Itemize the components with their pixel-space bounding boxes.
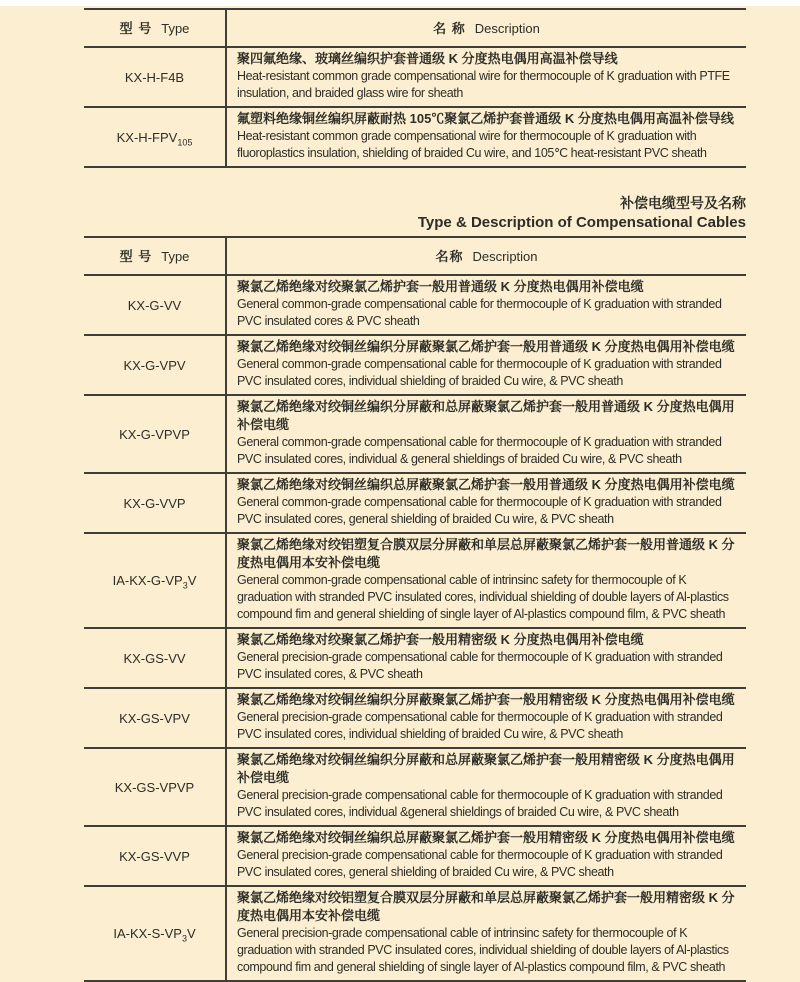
cable-type-code: KX-GS-VPVP — [84, 748, 226, 826]
description-english: Heat-resistant common grade compensational wire for thermocouple of K graduation with PTFE insulation, and braided glass wire for sheath — [237, 69, 730, 100]
description-chinese: 聚氯乙烯绝缘对绞铜丝编织分屏蔽和总屏蔽聚氯乙烯护套一般用普通级 K 分度热电偶用补偿电缆 — [237, 399, 735, 432]
description-english: General precision-grade compensational cable for thermocouple of K graduation with stranded PVC insulated cores, individual shielding of braided Cu wire, & PVC sheath — [237, 710, 723, 741]
header-description-en: Description — [474, 21, 540, 36]
description-english: General precision-grade compensational cable for thermocouple of K graduation with stranded PVC insulated cores, general shielding of braided Cu wire, & PVC sheath — [237, 848, 723, 879]
table-row — [84, 395, 746, 473]
cable-description — [226, 533, 746, 628]
cable-description — [226, 826, 746, 886]
description-english: General precision-grade compensational cable for thermocouple of K graduation with stranded PVC insulated cores, & PVC sheath — [237, 650, 723, 681]
wire-type-table — [84, 8, 746, 168]
cable-type-table — [84, 236, 746, 982]
cable-type-code: $KX-H-FPV_{105}$ — [84, 107, 226, 167]
header-type-en: Type — [161, 21, 190, 36]
cable-type-code: KX-GS-VV — [84, 628, 226, 688]
cable-type-code: KX-H-F4B — [84, 47, 226, 107]
description-english: General precision-grade compensational cable of intrinsinc safety for thermocouple of K graduation with stranded PVC insulated cores, individual shielding of double layers of Al-plastics compound fim and general shielding of single layer of Al-plastics compound film, & PVC sheath — [237, 926, 729, 974]
description-chinese: 聚氯乙烯绝缘对绞聚氯乙烯护套一般用普通级 K 分度热电偶用补偿电缆 — [237, 279, 644, 294]
description-chinese: 聚氯乙烯绝缘对绞铝塑复合膜双层分屏蔽和单层总屏蔽聚氯乙烯护套一般用普通级 K 分度热电偶用本安补偿电缆 — [237, 537, 735, 570]
table-row — [84, 748, 746, 826]
header-description — [226, 9, 746, 47]
wire-table-body — [84, 47, 746, 167]
cable-description — [226, 275, 746, 335]
description-english: Heat-resistant common grade compensational wire for thermocouple of K graduation with fluoroplastics insulation, shielding of braided Cu wire, and 105℃ heat-resistant PVC sheath — [237, 129, 707, 160]
top-white-strip — [0, 0, 800, 6]
description-chinese: 聚氯乙烯绝缘对绞铜丝编织总屏蔽聚氯乙烯护套一般用精密级 K 分度热电偶用补偿电缆 — [237, 830, 735, 845]
description-chinese: 聚氯乙烯绝缘对绞聚氯乙烯护套一般用精密级 K 分度热电偶用补偿电缆 — [237, 632, 644, 647]
cable-table-header — [84, 237, 746, 275]
cable-description — [226, 107, 746, 167]
cable-description — [226, 473, 746, 533]
cable-description — [226, 335, 746, 395]
header-type — [84, 9, 226, 47]
description-english: General common-grade compensational cable for thermocouple of K graduation with stranded PVC insulated cores, general shielding of braided Cu wire, & PVC sheath — [237, 495, 722, 526]
description-chinese: 聚四氟绝缘、玻璃丝编织护套普通级 K 分度热电偶用高温补偿导线 — [237, 51, 618, 66]
cable-type-code: KX-G-VV — [84, 275, 226, 335]
description-english: General precision-grade compensational cable for thermocouple of K graduation with stranded PVC insulated cores, individual &general shieldings of braided Cu wire, & PVC sheath — [237, 788, 723, 819]
header-type-cn: 型 号 — [119, 21, 153, 36]
description-chinese: 聚氯乙烯绝缘对绞铜丝编织分屏蔽和总屏蔽聚氯乙烯护套一般用精密级 K 分度热电偶用补偿电缆 — [237, 752, 735, 785]
table-row — [84, 886, 746, 981]
header-description-cn: 名 称 — [433, 21, 466, 36]
cable-type-code: KX-G-VVP — [84, 473, 226, 533]
cable-type-code: KX-G-VPVP — [84, 395, 226, 473]
table-row — [84, 628, 746, 688]
cable-type-code: $IA-KX-G-VP_3V$ — [84, 533, 226, 628]
description-english: General common-grade compensational cable for thermocouple of K graduation with stranded PVC insulated cores, individual shielding of braided Cu wire, & PVC sheath — [237, 357, 722, 388]
description-english: General common-grade compensational cable of intrinsinc safety for thermocouple of K graduation with stranded PVC insulated cores, individual shielding of double layers of Al-plastics compound fim and general shielding of single layer of Al-plastics compound film, & PVC sheath — [237, 573, 729, 621]
table-row — [84, 107, 746, 167]
cable-description — [226, 47, 746, 107]
section-title-chinese: 补偿电缆型号及名称 — [620, 195, 746, 211]
table-row — [84, 473, 746, 533]
header-type-en: Type — [161, 249, 190, 264]
section-title-english: Type & Description of Compensational Cables — [417, 214, 746, 231]
cable-description — [226, 748, 746, 826]
cable-description — [226, 886, 746, 981]
header-type — [84, 237, 226, 275]
cable-table-body — [84, 275, 746, 981]
header-description — [226, 237, 746, 275]
description-chinese: 聚氯乙烯绝缘对绞铜丝编织总屏蔽聚氯乙烯护套一般用普通级 K 分度热电偶用补偿电缆 — [237, 477, 735, 492]
header-type-cn: 型 号 — [119, 249, 153, 264]
description-chinese: 聚氯乙烯绝缘对绞铜丝编织分屏蔽聚氯乙烯护套一般用普通级 K 分度热电偶用补偿电缆 — [237, 339, 735, 354]
cable-description — [226, 688, 746, 748]
description-english: General common-grade compensational cable for thermocouple of K graduation with stranded PVC insulated cores & PVC sheath — [237, 297, 722, 328]
table-row — [84, 275, 746, 335]
header-description-cn: 名称 — [435, 249, 464, 264]
header-row — [84, 237, 746, 275]
header-description-en: Description — [472, 249, 538, 264]
description-chinese: 氟塑料绝缘铜丝编织屏蔽耐热 105℃聚氯乙烯护套普通级 K 分度热电偶用高温补偿导线 — [237, 111, 734, 126]
cable-type-code: KX-GS-VVP — [84, 826, 226, 886]
table-row — [84, 533, 746, 628]
description-chinese: 聚氯乙烯绝缘对绞铜丝编织分屏蔽聚氯乙烯护套一般用精密级 K 分度热电偶用补偿电缆 — [237, 692, 735, 707]
cable-type-code: $IA-KX-S-VP_3V$ — [84, 886, 226, 981]
cable-description — [226, 628, 746, 688]
section-title-block — [0, 194, 746, 232]
table-row — [84, 688, 746, 748]
cable-description — [226, 395, 746, 473]
cable-type-code: KX-GS-VPV — [84, 688, 226, 748]
header-row — [84, 9, 746, 47]
wire-table-header — [84, 9, 746, 47]
description-chinese: 聚氯乙烯绝缘对绞铝塑复合膜双层分屏蔽和单层总屏蔽聚氯乙烯护套一般用精密级 K 分度热电偶用本安补偿电缆 — [237, 890, 735, 923]
description-english: General common-grade compensational cable for thermocouple of K graduation with stranded PVC insulated cores, individual & general shieldings of braided Cu wire, & PVC sheath — [237, 435, 722, 466]
table-row — [84, 335, 746, 395]
cable-type-code: KX-G-VPV — [84, 335, 226, 395]
table-row — [84, 47, 746, 107]
table-row — [84, 826, 746, 886]
